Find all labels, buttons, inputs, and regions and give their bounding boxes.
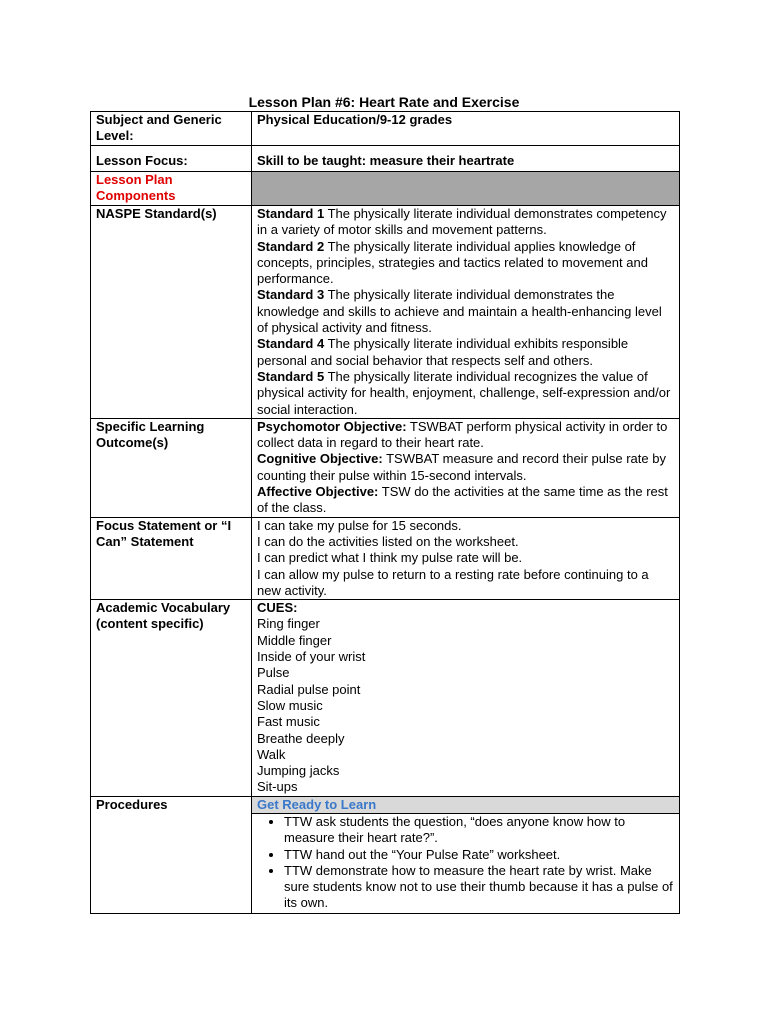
page-title: Lesson Plan #6: Heart Rate and Exercise	[248, 94, 520, 110]
cue-item: Radial pulse point	[257, 681, 361, 697]
standard-item: Standard 4 The physically literate individual exhibits responsible personal and social behavior that respects self and others.	[257, 336, 629, 368]
subject-label: Subject and Generic Level:	[91, 112, 252, 146]
cue-item: Middle finger	[257, 632, 332, 648]
table-row-procedures	[91, 796, 680, 813]
cue-item: Slow music	[257, 697, 323, 713]
naspe-standards	[252, 206, 680, 419]
outcomes-objectives	[252, 418, 680, 517]
subject-value: Physical Education/9-12 grades	[252, 112, 680, 146]
procedures-section-heading: Get Ready to Learn	[252, 796, 680, 813]
cues-heading: CUES:	[257, 600, 298, 616]
ican-statements	[252, 517, 680, 599]
table-row-vocab	[91, 600, 680, 797]
lesson-focus-label: Lesson Focus:	[91, 146, 252, 172]
ican-statement: I can take my pulse for 15 seconds.	[257, 517, 462, 533]
lesson-plan-table	[90, 111, 680, 914]
vocab-cues	[252, 600, 680, 797]
cue-item: Breathe deeply	[257, 730, 345, 746]
cue-item: Walk	[257, 746, 286, 762]
standard-item: Standard 2 The physically literate individual applies knowledge of concepts, principles, strategies and tactics related to movement and performance.	[257, 238, 648, 287]
table-row-ican	[91, 517, 680, 599]
standard-item: Standard 3 The physically literate individual demonstrates the knowledge and skills to achieve and maintain a health-enhancing level of physical activity and fitness.	[257, 287, 662, 336]
naspe-label: NASPE Standard(s)	[91, 206, 252, 419]
ican-statement: I can predict what I think my pulse rate will be.	[257, 550, 523, 566]
ican-statement: I can do the activities listed on the worksheet.	[257, 533, 519, 549]
ican-label: Focus Statement or “I Can” Statement	[91, 517, 252, 599]
table-row-components	[91, 172, 680, 206]
components-label: Lesson Plan Components	[91, 172, 252, 206]
procedures-label: Procedures	[91, 796, 252, 913]
cue-item: Fast music	[257, 714, 320, 730]
procedure-step: • TTW ask students the question, “does anyone know how to measure their heart rate?”.	[284, 814, 674, 847]
objective-item: Cognitive Objective: TSWBAT measure and record their pulse rate by counting their pulse within 15-second intervals.	[257, 451, 666, 483]
table-row-focus	[91, 146, 680, 172]
vocab-label: Academic Vocabulary (content specific)	[91, 600, 252, 797]
procedure-step: • TTW hand out the “Your Pulse Rate” worksheet.	[284, 847, 674, 863]
standard-item: Standard 1 The physically literate individual demonstrates competency in a variety of motor skills and movement patterns.	[257, 206, 667, 238]
cue-item: Sit-ups	[257, 779, 298, 795]
objective-item: Psychomotor Objective: TSWBAT perform physical activity in order to collect data in regard to their heart rate.	[257, 418, 668, 451]
cue-item: Inside of your wrist	[257, 649, 366, 665]
cue-item: Pulse	[257, 665, 290, 681]
standard-item: Standard 5 The physically literate individual recognizes the value of physical activity for health, enjoyment, challenge, self-expression and/or social interaction.	[257, 368, 671, 417]
table-row-subject	[91, 112, 680, 146]
procedure-step: • TTW demonstrate how to measure the heart rate by wrist. Make sure students know not to use their thumb because it has a pulse of its own.	[284, 863, 674, 912]
objective-item: Affective Objective: TSW do the activities at the same time as the rest of the class.	[257, 484, 668, 516]
procedure-steps	[252, 813, 680, 913]
cue-item: Jumping jacks	[257, 763, 340, 779]
lesson-focus-value: Skill to be taught: measure their heartrate	[252, 146, 680, 172]
table-row-naspe	[91, 206, 680, 419]
components-header-cell	[252, 172, 680, 206]
ican-statement: I can allow my pulse to return to a resting rate before continuing to a new activity.	[257, 566, 649, 598]
outcomes-label: Specific Learning Outcome(s)	[91, 418, 252, 517]
cue-item: Ring finger	[257, 616, 320, 632]
procedure-list	[257, 814, 674, 912]
table-row-outcomes	[91, 418, 680, 517]
